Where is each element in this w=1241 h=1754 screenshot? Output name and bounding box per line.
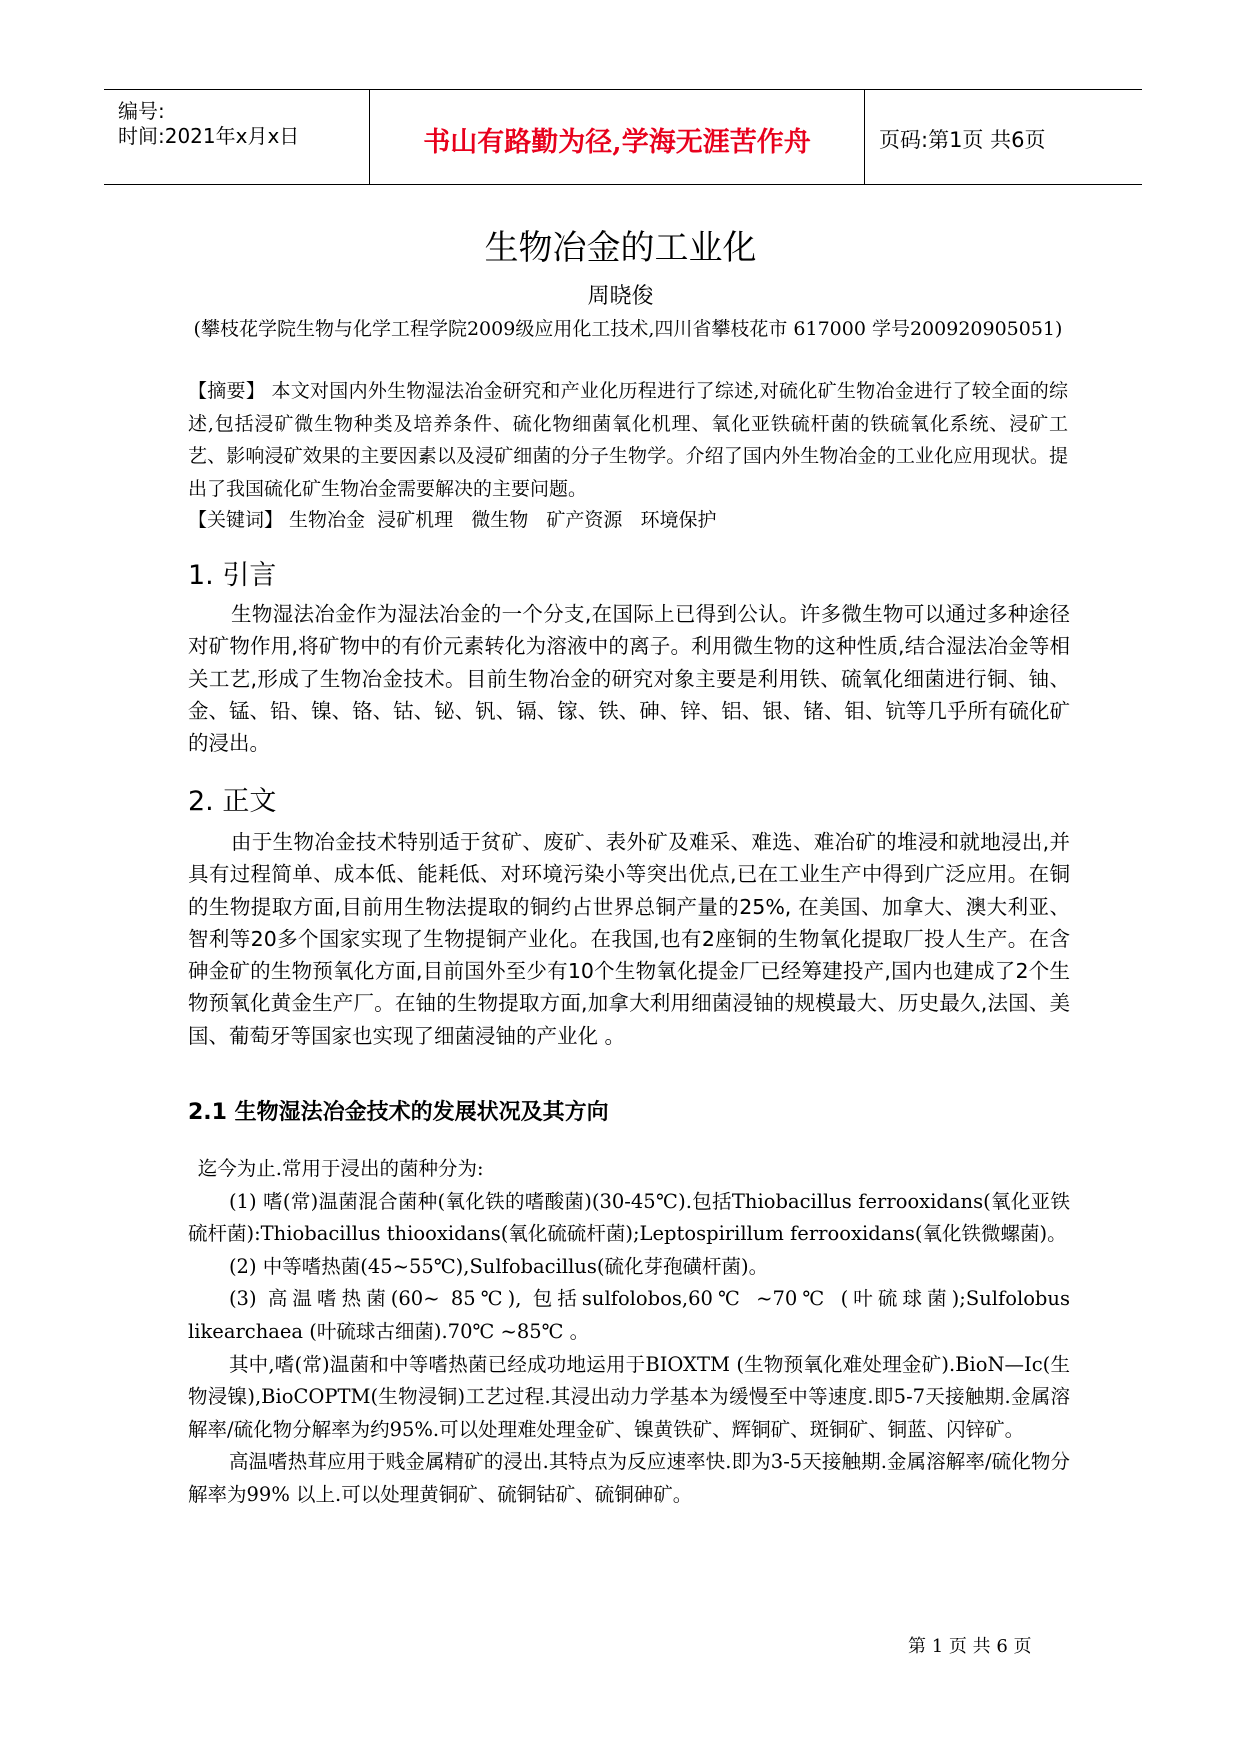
header-page-label: 页码:第1页 共6页 <box>879 128 1046 152</box>
section-2-1-paragraph: 其中,嗜(常)温菌和中等嗜热菌已经成功地运用于BIOXTM (生物预氧化难处理金矿).BioN—Ic(生物浸镍),BioCOPTM(生物浸铜)工艺过程.其浸出动力学基本为缓慢至中等速度.即5-7天接触期.金属溶解率/硫化物分解率为约95%.可以处理难处理金矿、镍黄铁矿、辉铜矿、斑铜矿、铜蓝、闪锌矿。 <box>188 1352 1070 1441</box>
document-number-label: 编号: <box>118 99 165 123</box>
header-motto: 书山有路勤为径,学海无涯苦作舟 <box>423 127 811 158</box>
section-2-1-paragraph: (1) 嗜(常)温菌混合菌种(氧化铁的嗜酸菌)(30-45℃).包括Thiobacillus ferrooxidans(氧化亚铁硫杆菌):Thiobacillus thiooxidans(氧化硫硫杆菌);Leptospirillum ferrooxidans(氧化铁微螺菌)。 <box>188 1189 1070 1246</box>
header-page-cell <box>865 90 1142 184</box>
document-title: 生物冶金的工业化 <box>484 228 757 268</box>
section-2-body <box>188 826 1070 1052</box>
document-author: 周晓俊 <box>587 284 654 309</box>
section-1-paragraph: 生物湿法冶金作为湿法冶金的一个分支,在国际上已得到公认。许多微生物可以通过多种途径对矿物作用,将矿物中的有价元素转化为溶液中的离子。利用微生物的这种性质,结合湿法冶金等相关工艺,形成了生物冶金技术。目前生物冶金的研究对象主要是利用铁、硫氧化细菌进行铜、铀、金、锰、铅、镍、铬、钴、铋、钒、镉、镓、铁、砷、锌、铝、银、锗、钼、钪等几乎所有硫化矿的浸出。 <box>188 602 1070 756</box>
section-2-paragraph: 由于生物冶金技术特别适于贫矿、废矿、表外矿及难采、难选、难冶矿的堆浸和就地浸出,并具有过程简单、成本低、能耗低、对环境污染小等突出优点,已在工业生产中得到广泛应用。在铜的生物提取方面,目前用生物法提取的铜约占世界总铜产量的25%, 在美国、加拿大、澳大利亚、智利等20多个国家实现了生物提铜产业化。在我国,也有2座铜的生物氧化提取厂投人生产。在含砷金矿的生物预氧化方面,目前国外至少有10个生物氧化提金厂已经筹建投产,国内也建成了2个生物预氧化黄金生产厂。在铀的生物提取方面,加拿大利用细菌浸铀的规模最大、历史最久,法国、美国、葡萄牙等国家也实现了细菌浸铀的产业化 。 <box>188 830 1070 1048</box>
section-1-heading: 1. 引言 <box>188 560 277 591</box>
section-2-1-paragraph: (3) 高温嗜热菌(60~ 85℃), 包括sulfolobos,60℃ ~70℃ (叶硫球菌);Sulfolobus likearchaea (叶硫球古细菌).70℃ ~85℃ 。 <box>188 1287 1070 1343</box>
abstract: 【摘要】 本文对国内外生物湿法冶金研究和产业化历程进行了综述,对硫化矿生物冶金进行了较全面的综述,包括浸矿微生物种类及培养条件、硫化物细菌氧化机理、氧化亚铁硫杆菌的铁硫氧化系统、浸矿工艺、影响浸矿效果的主要因素以及浸矿细菌的分子生物学。介绍了国内外生物冶金的工业化应用现状。提出了我国硫化矿生物冶金需要解决的主要问题。 <box>188 380 1068 500</box>
author-affiliation: (攀枝花学院生物与化学工程学院2009级应用化工技术,四川省攀枝花市 617000 学号200920905051) <box>193 318 1063 340</box>
document-time-label: 时间:2021年x月x日 <box>118 124 300 148</box>
header-table <box>104 89 1142 185</box>
header-info-cell <box>104 90 370 184</box>
section-2-1-paragraph: 高温嗜热茸应用于贱金属精矿的浸出.其特点为反应速率快.即为3-5天接触期.金属溶解率/硫化物分解率为99% 以上.可以处理黄铜矿、硫铜钴矿、硫铜砷矿。 <box>188 1450 1070 1506</box>
header-motto-cell <box>370 90 865 184</box>
section-1-body <box>188 598 1070 759</box>
section-2-1-paragraph: 迄今为止.常用于浸出的菌种分为: <box>197 1157 484 1180</box>
section-2-1-paragraph: (2) 中等嗜热菌(45~55℃),Sulfobacillus(硫化芽孢磺杆菌)。 <box>228 1254 769 1278</box>
keywords: 【关键词】 生物冶金 浸矿机理 微生物 矿产资源 环境保护 <box>188 509 717 531</box>
section-2-1-heading: 2.1 生物湿法冶金技术的发展状况及其方向 <box>188 1100 609 1125</box>
section-2-1-body <box>188 1153 1070 1512</box>
page-footer: 第 1 页 共 6 页 <box>908 1636 1032 1657</box>
section-2-heading: 2. 正文 <box>188 786 277 817</box>
